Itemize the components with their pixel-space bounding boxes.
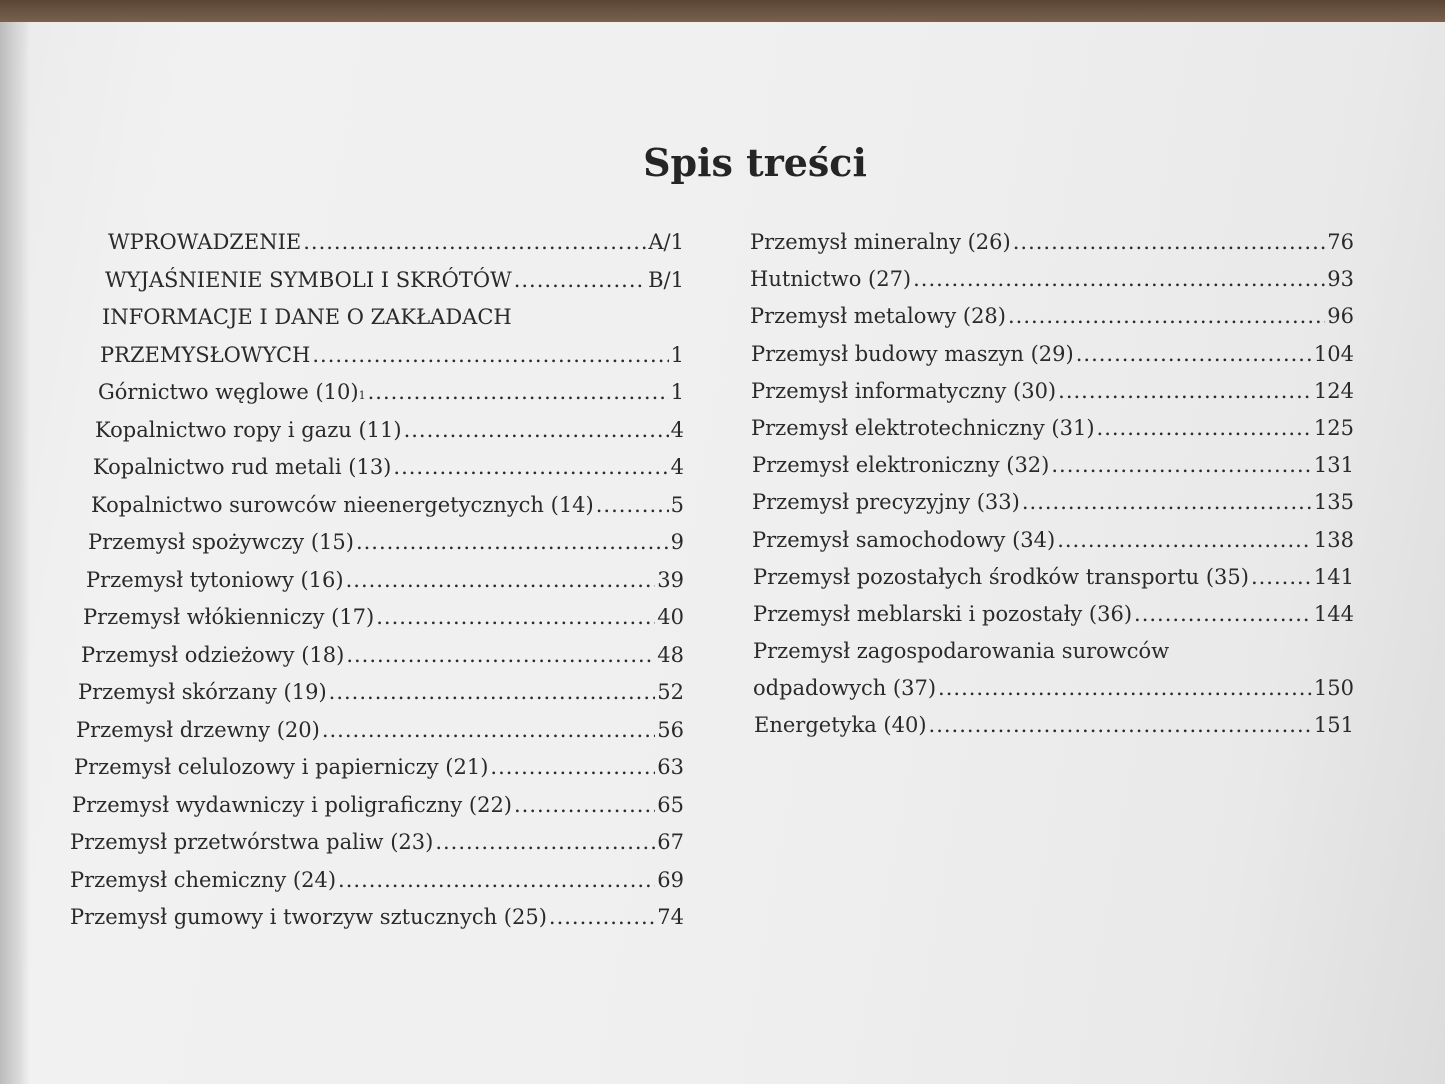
toc-entry	[750, 559, 1354, 596]
dot-leader	[913, 261, 1325, 298]
toc-entry-label: Przemysł włókienniczy (17)	[83, 605, 375, 629]
toc-entry	[750, 447, 1354, 484]
toc-entry-label: Przemysł zagospodarowania surowców	[753, 639, 1170, 664]
toc-entry-label: WYJAŚNIENIE SYMBOLI I SKRÓTÓW	[105, 267, 512, 292]
dot-leader	[376, 599, 655, 637]
toc-entry-label: Górnictwo węglowe (10)	[98, 380, 359, 404]
toc-entry-label: Przemysł chemiczny (24)	[70, 867, 337, 892]
toc-entry-label: Przemysł samochodowy (34)	[752, 527, 1056, 552]
dot-leader	[338, 862, 655, 900]
dot-leader	[929, 707, 1312, 744]
toc-entry	[70, 299, 684, 337]
toc-right-column	[750, 224, 1354, 745]
dot-leader	[368, 374, 669, 412]
dot-leader	[1097, 410, 1312, 447]
toc-entry	[750, 633, 1354, 670]
toc-entry-label: Przemysł przetwórstwa paliw (23)	[70, 830, 434, 854]
dot-leader	[514, 262, 646, 300]
toc-entry	[70, 712, 684, 750]
dot-leader	[303, 224, 646, 262]
toc-entry-page-number: 104	[1313, 341, 1354, 366]
toc-entry-label: Przemysł precyzyjny (33)	[752, 490, 1020, 515]
toc-entry-page-number: 40	[657, 605, 684, 629]
dot-leader	[1057, 522, 1312, 559]
dot-leader	[322, 712, 655, 750]
toc-entry	[750, 707, 1354, 744]
toc-entry-page-number: 5	[670, 492, 684, 517]
toc-entry	[750, 522, 1354, 559]
toc-entry	[750, 261, 1354, 298]
toc-entry-label: WPROWADZENIE	[108, 230, 302, 254]
toc-left-column	[70, 224, 684, 937]
toc-entry-label: INFORMACJE I DANE O ZAKŁADACH	[102, 305, 512, 329]
toc-entry	[70, 562, 684, 600]
toc-entry-page-number: 1	[670, 380, 684, 404]
dot-leader	[312, 337, 668, 375]
toc-entry-label: Przemysł elektrotechniczny (31)	[751, 415, 1095, 440]
toc-entry-page-number: 131	[1313, 453, 1354, 478]
toc-entry-page-number: 48	[657, 642, 684, 667]
toc-entry-label: Przemysł wydawniczy i poligraficzny (22)	[72, 792, 512, 817]
toc-entry-label: Przemysł drzewny (20)	[76, 717, 320, 742]
toc-entry-label: odpadowych (37)	[753, 676, 937, 701]
toc-entry-page-number: 69	[657, 867, 684, 892]
toc-entry	[750, 224, 1354, 261]
toc-entry: Górnictwo węglowe (10) 1 ..... 1	[70, 374, 684, 412]
dot-leader	[1008, 298, 1325, 335]
toc-entry-label: Przemysł tytoniowy (16)	[86, 567, 344, 592]
toc-entry	[70, 899, 684, 937]
toc-entry	[750, 670, 1354, 707]
dot-leader	[1076, 336, 1312, 373]
toc-entry-page-number: 74	[657, 905, 684, 929]
toc-entry	[750, 373, 1354, 410]
toc-entry	[70, 862, 684, 900]
toc-entry-page-number: 1	[670, 342, 684, 367]
dot-leader	[1134, 596, 1312, 633]
toc-entry	[70, 524, 684, 562]
toc-entry-label: Energetyka (40)	[754, 713, 927, 738]
dot-leader	[596, 487, 669, 525]
toc-entry-label: Przemysł pozostałych środków transportu (35)	[753, 564, 1249, 589]
toc-entry-page-number: A/1	[648, 230, 684, 254]
dot-leader	[1013, 224, 1326, 261]
toc-entry-label: Przemysł celulozowy i papierniczy (21)	[74, 755, 489, 779]
toc-entry	[750, 410, 1354, 447]
toc-entry-page-number: 4	[670, 417, 684, 442]
toc-entry-page-number: 144	[1313, 601, 1354, 626]
toc-entry-label: Kopalnictwo surowców nieenergetycznych (14)	[91, 492, 594, 517]
dot-leader	[329, 674, 656, 712]
toc-entry	[70, 487, 684, 525]
toc-entry-page-number: 125	[1313, 415, 1354, 440]
toc-entry-page-number: 76	[1327, 230, 1354, 254]
toc-entry-label: Przemysł gumowy i tworzyw sztucznych (25)	[70, 905, 547, 929]
toc-entry-page-number: 135	[1313, 490, 1354, 515]
dot-leader	[435, 824, 655, 862]
toc-entry-page-number: 4	[670, 455, 684, 479]
toc-entry-label: Kopalnictwo rud metali (13)	[93, 455, 392, 479]
dot-leader	[514, 787, 655, 825]
dot-leader	[938, 670, 1312, 707]
toc-entry	[70, 599, 684, 637]
toc-entry	[750, 484, 1354, 521]
toc-entry-page-number: 96	[1327, 304, 1354, 329]
toc-entry	[70, 787, 684, 825]
toc-entry-label: Przemysł elektroniczny (32)	[752, 453, 1050, 478]
toc-entry-label: Przemysł mineralny (26)	[750, 230, 1011, 254]
toc-entry-page-number: 93	[1327, 267, 1354, 292]
toc-entry	[70, 412, 684, 450]
dot-leader	[490, 749, 655, 787]
page-curl-shadow	[0, 22, 30, 1084]
toc-entry-label: Przemysł spożywczy (15)	[88, 530, 354, 554]
dot-leader	[1051, 447, 1312, 484]
dot-leader	[346, 562, 656, 600]
toc-entry-label: Przemysł metalowy (28)	[750, 304, 1006, 329]
toc-entry-label: Przemysł budowy maszyn (29)	[751, 341, 1074, 366]
toc-entry-page-number: 63	[657, 755, 684, 779]
toc-entry-page-number: 56	[657, 717, 684, 742]
toc-entry	[70, 637, 684, 675]
dot-leader	[1022, 484, 1312, 521]
dot-leader	[1058, 373, 1312, 410]
toc-entry-page-number: 9	[670, 530, 684, 554]
toc-entry-page-number: 150	[1313, 676, 1354, 701]
toc-entry-label: Przemysł odzieżowy (18)	[81, 642, 345, 667]
toc-entry	[70, 674, 684, 712]
dot-leader	[393, 449, 668, 487]
toc-entry-label: Przemysł meblarski i pozostały (36)	[753, 601, 1133, 626]
toc-entry-label: Przemysł skórzany (19)	[78, 680, 327, 704]
toc-entry	[70, 449, 684, 487]
toc-entry-page-number: 39	[657, 567, 684, 592]
toc-entry	[750, 336, 1354, 373]
dot-leader	[404, 412, 669, 450]
dot-leader	[346, 637, 655, 675]
toc-entry	[750, 298, 1354, 335]
toc-entry-label: Kopalnictwo ropy i gazu (11)	[95, 417, 402, 442]
dot-leader	[549, 899, 655, 937]
toc-entry-label: Przemysł informatyczny (30)	[751, 378, 1057, 403]
toc-entry-label: Hutnictwo (27)	[750, 267, 912, 292]
toc-entry-page-number: 124	[1313, 378, 1354, 403]
toc-entry	[750, 596, 1354, 633]
toc-entry-page-number: 141	[1313, 564, 1354, 589]
toc-entry	[70, 824, 684, 862]
toc-entry-page-number: 67	[657, 830, 684, 854]
toc-entry	[70, 749, 684, 787]
toc-entry-page-number: 138	[1313, 527, 1354, 552]
toc-entry	[70, 262, 684, 300]
toc-entry-page-number: 52	[657, 680, 684, 704]
toc-entry-page-number: B/1	[648, 267, 684, 292]
toc-entry	[70, 224, 684, 262]
page-title: Spis treści	[643, 140, 867, 185]
toc-entry-page-number: 65	[657, 792, 684, 817]
dot-leader	[356, 524, 669, 562]
toc-entry-page-number: 151	[1313, 713, 1354, 738]
toc-entry-label: PRZEMYSŁOWYCH	[100, 342, 311, 367]
dot-leader	[1251, 559, 1312, 596]
toc-entry	[70, 337, 684, 375]
